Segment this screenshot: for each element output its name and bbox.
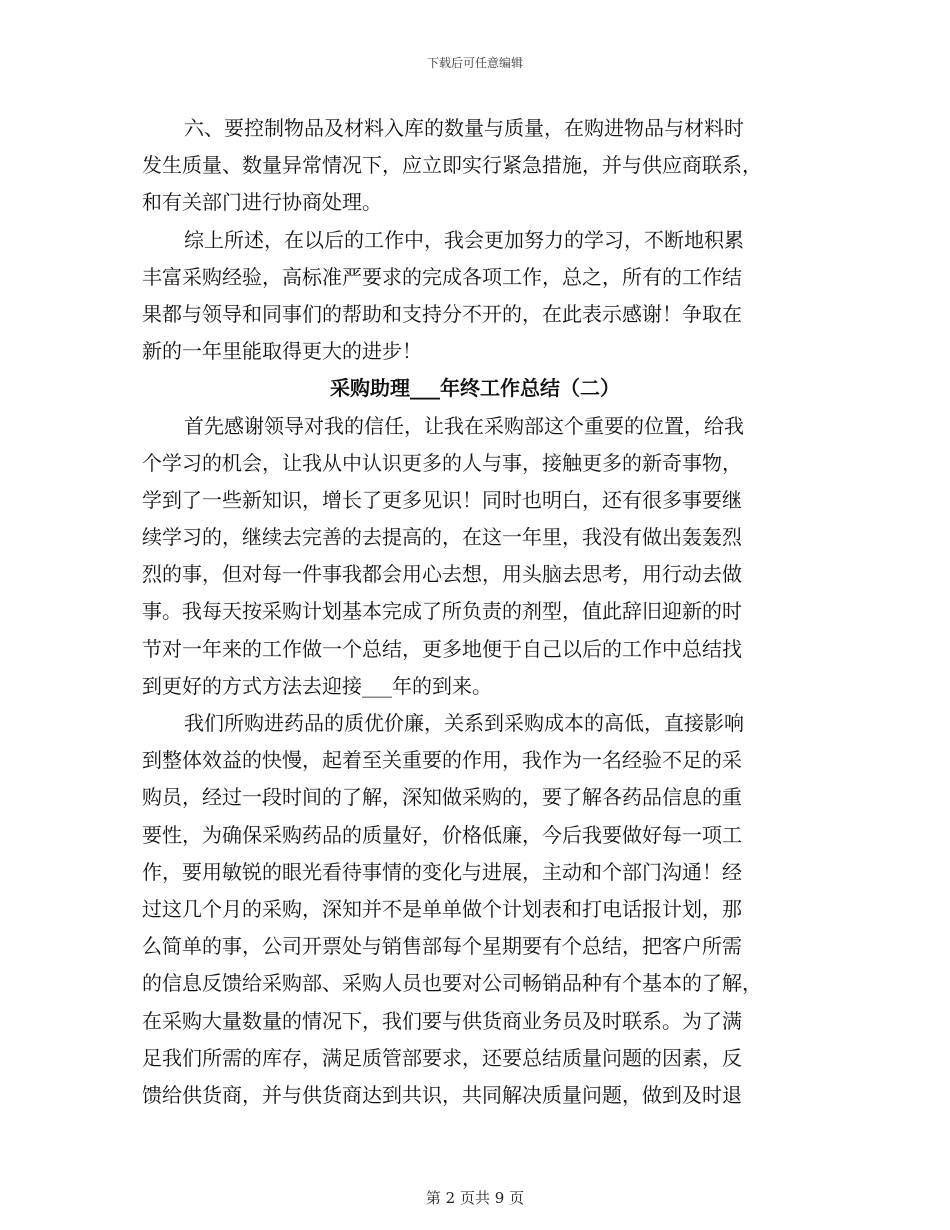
- text-line: 节对一年来的工作做一个总结，更多地便于自己以后的工作中总结找: [142, 636, 742, 661]
- text-line: 事。我每天按采购计划基本完成了所负责的剂型，值此辞旧迎新的时: [142, 599, 742, 624]
- page-footer: 第 2 页共 9 页: [425, 1189, 525, 1207]
- text-line: 馈给供货商，并与供货商达到共识，共同解决质量问题，做到及时退: [142, 1082, 742, 1107]
- text-line: 新的一年里能取得更大的进步！: [142, 339, 422, 364]
- page-header: 下载后可任意编辑: [426, 56, 523, 70]
- paragraph-introduction: [142, 408, 808, 706]
- text-line: 首先感谢领导对我的信任，让我在采购部这个重要的位置，给我: [184, 413, 744, 438]
- text-line: 要性，为确保采购药品的质量好，价格低廉，今后我要做好每一项工: [142, 822, 742, 847]
- text-line: 烈的事，但对每一件事我都会用心去想，用头脑去思考，用行动去做: [142, 562, 742, 587]
- section-title: 采购助理___年终工作总结（二）: [330, 376, 620, 401]
- text-line: 的信息反馈给采购部、采购人员也要对公司畅销品种有个基本的了解，: [142, 971, 762, 996]
- text-line: 丰富采购经验，高标准严要求的完成各项工作，总之，所有的工作结: [142, 264, 742, 289]
- text-line: 作，要用敏锐的眼光看待事情的变化与进展，主动和个部门沟通！经: [142, 859, 742, 884]
- text-line: 续学习的，继续去完善的去提高的，在这一年里，我没有做出轰轰烈: [142, 525, 742, 550]
- text-line: 和有关部门进行协商处理。: [142, 190, 382, 215]
- paragraph-procurement-quality: [142, 705, 808, 1114]
- text-line: 购员，经过一段时间的了解，深知做采购的，要了解各药品信息的重: [142, 785, 742, 810]
- paragraph-inventory-control: [142, 110, 808, 222]
- text-line: 综上所述，在以后的工作中，我会更加努力的学习，不断地积累: [184, 227, 744, 252]
- text-line: 我们所购进药品的质优价廉，关系到采购成本的高低，直接影响: [184, 711, 744, 735]
- text-line: 么简单的事，公司开票处与销售部每个星期要有个总结，把客户所需: [142, 934, 742, 959]
- text-line: 个学习的机会，让我从中认识更多的人与事，接触更多的新奇事物，: [142, 450, 742, 475]
- text-line: 到整体效益的快慢，起着至关重要的作用，我作为一名经验不足的采: [142, 748, 742, 773]
- text-line: 过这几个月的采购，深知并不是单单做个计划表和打电话报计划，那: [142, 896, 742, 921]
- text-line: 发生质量、数量异常情况下，应立即实行紧急措施，并与供应商联系，: [142, 153, 762, 178]
- text-line: 果都与领导和同事们的帮助和支持分不开的，在此表示感谢！争取在: [142, 301, 742, 326]
- text-line: 足我们所需的库存，满足质管部要求，还要总结质量问题的因素，反: [142, 1045, 742, 1070]
- text-line: 在采购大量数量的情况下，我们要与供货商业务员及时联系。为了满: [142, 1008, 742, 1033]
- document-body: [142, 110, 808, 1114]
- paragraph-conclusion: [142, 222, 808, 371]
- text-line: 学到了一些新知识，增长了更多见识！同时也明白，还有很多事要继: [142, 487, 742, 512]
- text-line: 到更好的方式方法去迎接___年的到来。: [142, 673, 492, 698]
- text-line: 六、要控制物品及材料入库的数量与质量，在购进物品与材料时: [184, 116, 744, 140]
